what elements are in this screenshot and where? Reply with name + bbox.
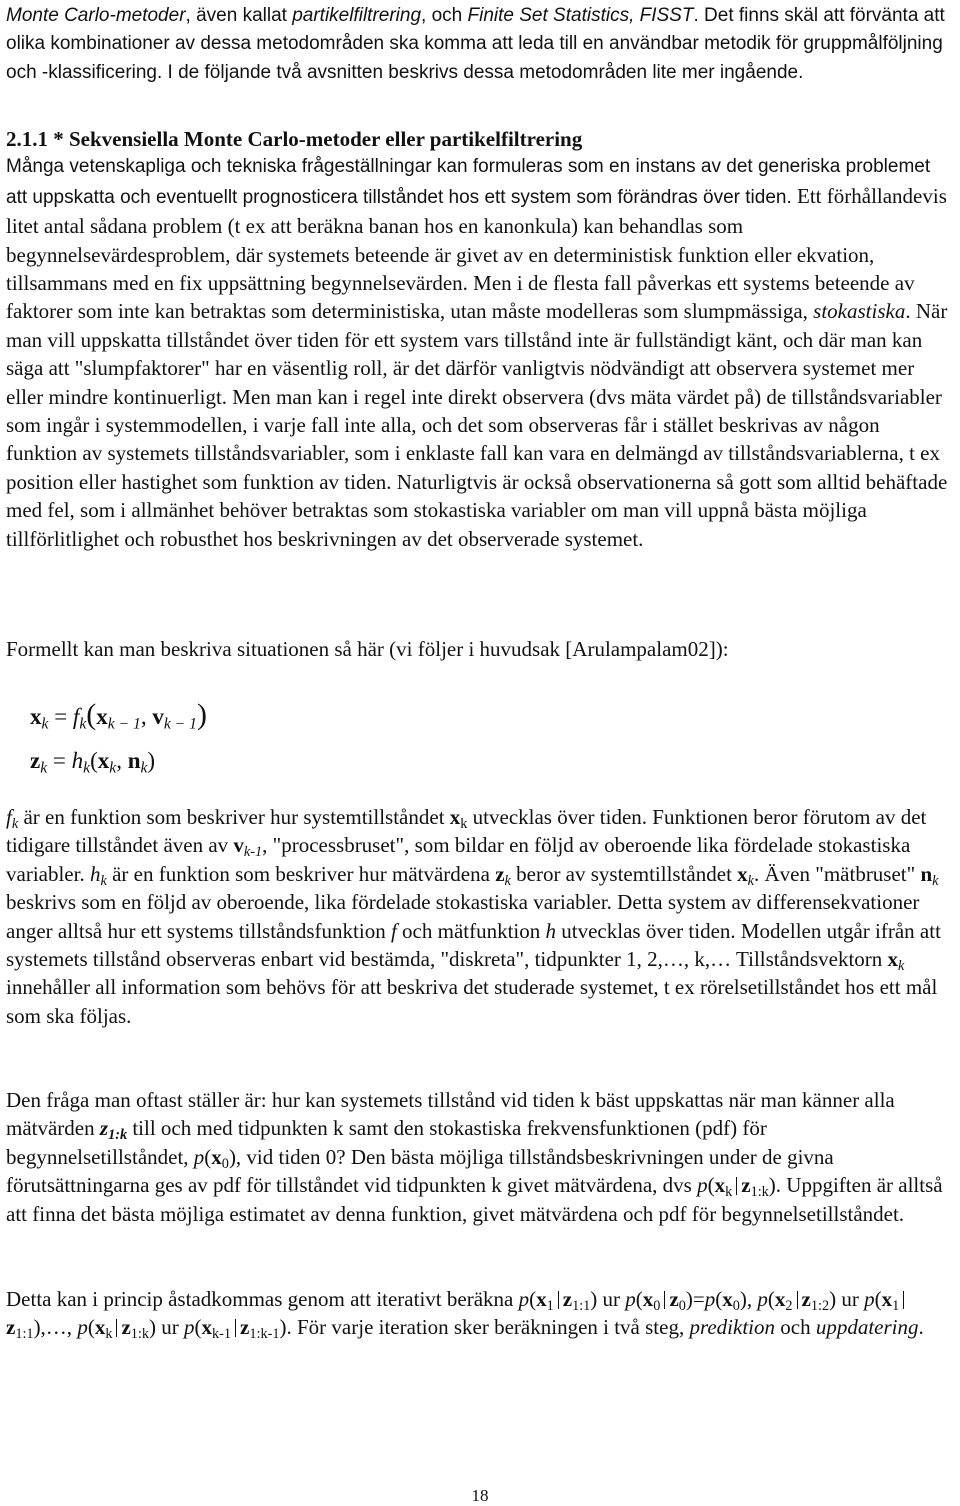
math-token: z: [669, 1287, 679, 1311]
math-token: z: [30, 748, 41, 773]
math-token: p: [697, 1173, 708, 1198]
math-token: x: [737, 861, 748, 886]
state-equation: [30, 693, 207, 739]
conditional-bar: [797, 1291, 798, 1309]
math-token: 1: [546, 1297, 554, 1314]
math-token: k: [40, 759, 48, 777]
math-token: k-1: [212, 1326, 232, 1343]
conditional-bar: [235, 1319, 236, 1337]
math-token: p: [518, 1287, 530, 1311]
math-token: h: [545, 918, 557, 943]
math-token: innehåller all information som behövs för att beskriva det studerade systemet, t ex rörelsetillståndet hos ett mål som ska följas.: [6, 975, 938, 1028]
math-token: )=: [685, 1287, 705, 1311]
math-token: k: [747, 872, 755, 889]
math-token: x: [211, 1144, 222, 1169]
math-token: ). För varje iteration sker beräkningen i två steg,: [279, 1315, 690, 1340]
math-token: ,: [140, 704, 147, 729]
math-token: h: [71, 748, 84, 773]
math-token: k: [41, 715, 49, 733]
intro-term-particle-filtering: partikelfiltrering: [292, 5, 422, 26]
math-token: k: [932, 872, 939, 889]
math-token: 1:1: [572, 1297, 591, 1314]
equation-block: [30, 693, 207, 783]
intro-text: , och: [421, 5, 468, 26]
math-token: k − 1: [107, 715, 141, 733]
measurement-equation: [30, 739, 207, 783]
intro-paragraph: [6, 2, 952, 87]
math-token: ) ur: [590, 1287, 626, 1311]
math-token: k: [725, 1184, 733, 1201]
math-token: =: [54, 704, 68, 729]
math-token: x: [714, 1173, 726, 1198]
math-token: f: [72, 704, 80, 729]
math-token: k-1: [243, 844, 263, 861]
math-token: p: [864, 1287, 875, 1311]
math-token: 1:k-1: [249, 1326, 280, 1343]
math-token: är en funktion som beskriver hur systemtillståndet: [18, 805, 450, 829]
math-token: Den fråga man oftast ställer är: hur kan systemets tillstånd vid tiden k bäst uppskattas när man känner alla mätvärden: [6, 1088, 895, 1141]
math-token: x: [30, 704, 42, 729]
math-token: p: [193, 1144, 205, 1169]
math-token: x: [201, 1315, 213, 1340]
math-token: är en funktion som beskriver hur mätvärdena: [106, 861, 496, 886]
math-token: =: [52, 748, 66, 773]
math-token: x: [97, 748, 110, 773]
math-token: 0: [678, 1297, 686, 1314]
math-token: x: [96, 704, 108, 729]
math-token: Detta kan i princip åstadkommas genom att iterativt beräkna: [6, 1287, 519, 1311]
math-token: k: [100, 872, 107, 889]
math-token: z: [495, 861, 505, 886]
question-paragraph: Den fråga man oftast ställer är: hur kan systemets tillstånd vid tiden k bäst uppskattas när man känner alla mätvärden $z_{1:k}$ till och med tidpunkten k samt den stokastiska frekvensfunktionen (pdf) för begynnelsetillståndet, $p(x_0)$, vid tiden 0? Den bästa möjliga tillståndsbeskrivningen under de givna förutsättningarna ges av pdf för tillståndet vid tidpunkten k givet mätvärdena, dvs $p(x_k$ $z_{1:k}$). Uppgiften är alltså att finna det bästa möjliga estimatet av denna funktion, givet mätvärdena och pdf för begynnelsetillståndet.: [6, 1088, 943, 1226]
intro-term-fisst: Finite Set Statistics, FISST: [467, 5, 694, 26]
math-token: n: [920, 861, 933, 886]
intro-term-monte-carlo: Monte Carlo-metoder: [6, 5, 186, 26]
math-token: k: [83, 759, 91, 777]
math-token: k: [105, 1326, 113, 1343]
math-token: z: [121, 1315, 131, 1340]
math-token: k: [11, 815, 19, 832]
math-token: till och med tidpunkten k samt den stokastiska frekvensfunktionen (pdf) för begynnelsetillståndet,: [6, 1116, 767, 1169]
math-token: ): [147, 748, 156, 773]
math-token: k: [460, 815, 468, 832]
section-number: 2.1.1: [6, 127, 48, 151]
math-token: ), vid tiden 0? Den bästa möjliga tillståndsbeskrivningen under de givna förutsättningarna ges av pdf för tillståndet vid tidpunkten k givet mätvärdena, dvs: [6, 1144, 834, 1198]
conditional-bar: [116, 1319, 117, 1337]
math-token: .: [918, 1315, 924, 1340]
formal-intro: Formellt kan man beskriva situationen så här (vi följer i huvudsak [Arulampalam02]):: [6, 637, 729, 661]
math-token: p: [77, 1315, 88, 1340]
math-token: ),: [739, 1287, 758, 1311]
intro-text: , även kallat: [185, 5, 293, 26]
math-token: k − 1: [163, 715, 197, 733]
math-token: ) ur: [829, 1287, 865, 1311]
math-token: ),…,: [33, 1315, 78, 1340]
math-token: 0: [732, 1297, 740, 1314]
definitions-paragraph: [6, 803, 952, 1030]
math-token: k: [504, 872, 511, 889]
math-token: z: [741, 1173, 751, 1198]
math-token: k: [109, 759, 117, 777]
conditional-bar: [736, 1177, 737, 1195]
conditional-bar: [558, 1291, 559, 1309]
math-token: och mätfunktion: [396, 918, 546, 943]
section-paragraph: [6, 125, 952, 553]
math-token: 1:k: [130, 1326, 150, 1343]
math-token: p: [704, 1287, 716, 1311]
math-token: n: [127, 748, 141, 773]
math-token: x: [774, 1287, 786, 1311]
math-token: 1: [892, 1297, 900, 1314]
math-token: uppdatering: [815, 1315, 919, 1340]
math-token: 1:2: [810, 1297, 830, 1314]
math-token: ): [196, 698, 207, 731]
math-token: 0: [221, 1155, 229, 1172]
math-token: p: [757, 1287, 768, 1311]
iteration-paragraph: Detta kan i princip åstadkommas genom att iterativt beräkna $p(x_1$ $z_{1:1}$) ur $p(x_0$ $z_0)=p(x_0)$, $p(x_2$ $z_{1:2}$) ur $p(x_1z_{1:1}),\dots$, $p(x_k$ $z_{1:k}$) ur $p(x_{k-1}$ $z_{1:k-1}$). För varje iteration sker beräkningen i två steg, prediktion och uppdatering.: [6, 1287, 924, 1343]
math-token: x: [449, 805, 461, 829]
math-token: x: [94, 1315, 106, 1340]
math-token: k: [898, 958, 905, 975]
para1-italic-term: stokastiska: [813, 299, 906, 324]
math-token: . Även "mätbruset": [754, 861, 921, 886]
math-token: v: [152, 704, 164, 729]
conditional-bar: [903, 1291, 904, 1309]
math-token: k: [140, 759, 148, 777]
math-token: ) ur: [149, 1315, 185, 1340]
section-title: * Sekvensiella Monte Carlo-metoder eller partikelfiltrering: [53, 127, 583, 151]
math-token: f: [6, 805, 12, 829]
math-token: x: [642, 1287, 654, 1311]
math-token: (: [86, 698, 97, 731]
math-token: 0: [653, 1297, 661, 1314]
math-token: (: [90, 748, 98, 773]
para1-serif-text: . När man vill uppskatta tillståndet över tiden för ett system vars tillstånd inte är fullständigt känt, och där man kan säga att "slumpfaktorer" har en väsentlig roll, är det därför vanligtvis nödvändigt att observera systemet mer eller mindre kontinuerligt. Men man kan i regel inte direkt observera (dvs mäta värdet på) de tillståndsvariabler som ingår i systemmodellen, i varje fall inte alla, och det som observeras får i stället beskrivas av någon funktion av systemets tillståndsvariabler, som i enklaste fall kan vara en delmängd av tillståndsvariablerna, t ex position eller hastighet som funktion av tiden. Naturligtvis är också observationerna så gott som alltid behäftade med fel, som i allmänhet behöver betraktas som stokastiska variabler om man vill uppnå bästa möjliga tillförlitlighet och robusthet hos beskrivningen av det observerade systemet.: [6, 299, 948, 551]
math-token: v: [233, 833, 244, 858]
math-token: x: [881, 1287, 893, 1311]
math-token: ). Uppgiften är alltså att finna det bästa möjliga estimatet av denna funktion, givet mätvärdena och pdf för begynnelsetillståndet.: [6, 1173, 943, 1226]
math-token: z: [99, 1116, 109, 1141]
math-token: ,: [116, 748, 122, 773]
math-token: z: [6, 1315, 16, 1340]
math-token: x: [887, 947, 899, 972]
math-token: z: [240, 1315, 250, 1340]
math-token: x: [722, 1287, 733, 1311]
math-token: f: [390, 918, 397, 943]
math-token: , "processbruset", som bildar en följd av oberoende lika fördelade stokastiska variabler.: [6, 833, 911, 886]
para1-sans-text: Många vetenskapliga och tekniska frågeställningar kan formuleras som en instans av det generiska problemet att uppskatta och eventuellt prognosticera tillståndet hos ett system som förändras över tiden.: [6, 156, 931, 208]
math-token: prediktion: [689, 1315, 775, 1340]
math-token: beskrivs som en följd av oberoende, lika fördelade stokastiska variabler. Detta system av differensekvationer anger alltså hur ett systems tillståndsfunktion: [6, 890, 920, 943]
math-token: x: [536, 1287, 547, 1311]
math-token: p: [625, 1287, 636, 1311]
math-token: 1:k: [108, 1127, 128, 1144]
math-token: z: [562, 1287, 573, 1311]
math-token: 1:1: [15, 1326, 34, 1343]
section-heading: [6, 127, 582, 151]
intro-text: . Det finns skäl att förvänta att olika kombinationer av dessa metodområden ska komma att leda till en användbar metodik för gruppmålföljning och -klassificering. I de följande två avsnitten beskrivs dessa metodområden lite mer ingående.: [6, 5, 945, 83]
math-token: 2: [785, 1297, 793, 1314]
math-token: 1:k: [750, 1184, 769, 1201]
math-token: och: [775, 1315, 816, 1340]
math-token: utvecklas över tiden. Modellen utgår ifrån att systemets tillstånd observeras enbart vid bestämda, "diskreta", tidpunkter 1, 2,…, k,… Tillståndsvektorn: [6, 918, 941, 972]
para1-serif-text: Ett förhållandevis litet antal sådana problem (t ex att beräkna banan hos en kanonkula) kan behandlas som begynnelsevärdesproblem, där systemets beteende är givet av en deterministisk funktion eller ekvation, tillsammans med en fix uppsättning begynnelsevärden. Men i de flesta fall påverkas ett systems beteende av faktorer som inte kan betraktas som deterministiska, utan måste modelleras som slumpmässiga,: [6, 183, 947, 324]
math-token: utvecklas över tiden. Funktionen beror förutom av det tidigare tillståndet även av: [6, 805, 927, 858]
conditional-bar: [664, 1291, 665, 1309]
math-token: beror av systemtillståndet: [510, 861, 738, 886]
math-token: k: [79, 715, 87, 733]
math-token: h: [89, 861, 101, 886]
math-token: p: [184, 1315, 195, 1340]
math-token: z: [801, 1287, 811, 1311]
page-number: 18: [471, 1486, 489, 1505]
